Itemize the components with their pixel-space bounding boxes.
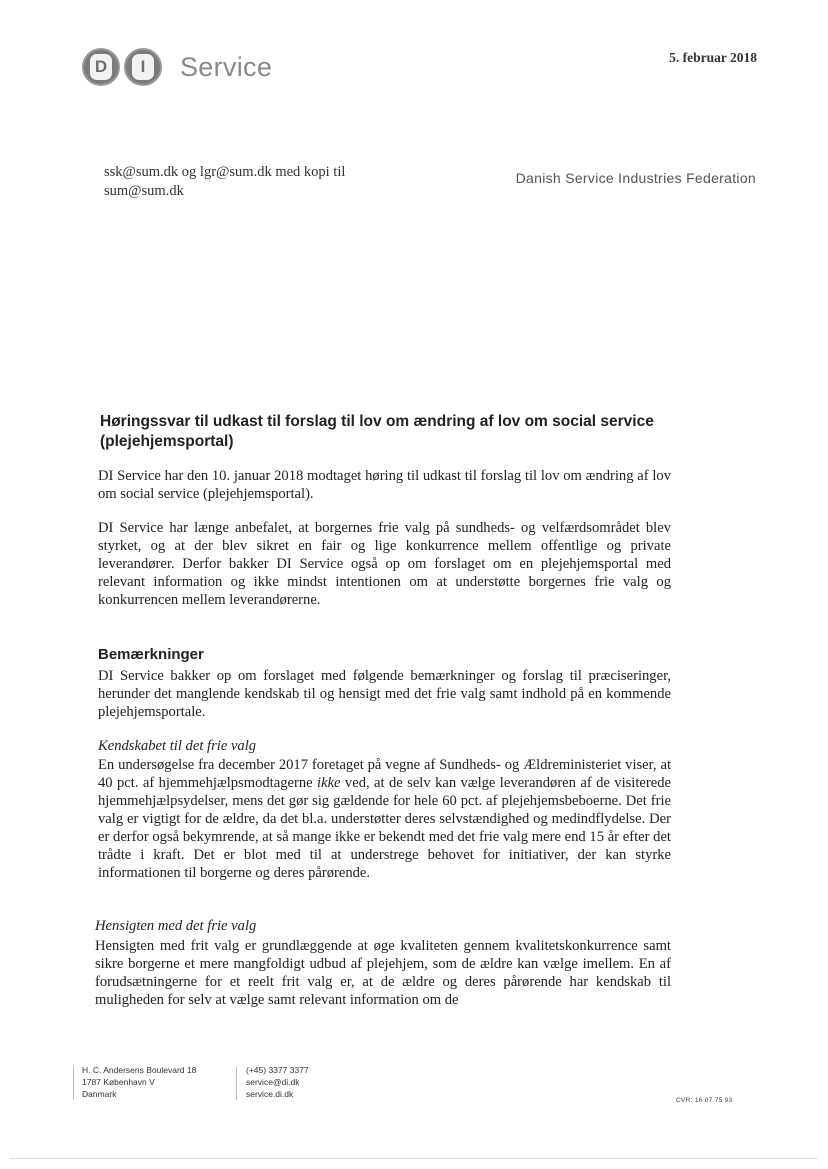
paragraph-kendskab xyxy=(98,756,671,882)
heading-kendskab: Kendskabet til det frie valg xyxy=(98,738,257,754)
footer-cvr: CVR: 16 07 75 93 xyxy=(676,1097,733,1104)
federation-name: Danish Service Industries Federation xyxy=(515,170,756,186)
recipient-line: ssk@sum.dk og lgr@sum.dk med kopi til xyxy=(104,164,346,180)
footer-contact xyxy=(246,1064,309,1100)
di-service-logo xyxy=(82,44,272,90)
footer-phone: (+45) 3377 3377 xyxy=(246,1065,309,1075)
paragraph-hensigt: Hensigten med frit valg er grundlæggende at øge kvaliteten gennem kvalitetskonkurrence samt sikre borgerne et mere mangfoldigt udbud af plejehjem, som de ældre kan vælge imellem. En af forudsætningerne for et reelt frit valg er, at de ældre og deres pårørende har kendskab til muligheden for selv at vælge samt relevant information om de xyxy=(95,938,671,1008)
document-title: Høringssvar til udkast til forslag til lov om ændring af lov om social service (plejehjemsportal) xyxy=(100,413,654,450)
footer-divider xyxy=(236,1066,237,1100)
logo-d-letter: D xyxy=(90,54,112,80)
recipient-block xyxy=(104,163,424,201)
footer-website: service.di.dk xyxy=(246,1089,294,1099)
page-bottom-rule xyxy=(10,1158,818,1159)
logo-d-badge xyxy=(82,48,120,86)
logo-i-letter: I xyxy=(132,54,154,80)
recipient-line: sum@sum.dk xyxy=(104,183,184,199)
paragraph-bemaerkninger: DI Service bakker op om forslaget med følgende bemærkninger og forslag til præciseringer, herunder det manglende kendskab til og hensigt med det frie valg samt indhold på en kommende plejehjemsportale. xyxy=(98,668,671,720)
address-line: Danmark xyxy=(82,1089,117,1099)
footer-email: service@di.dk xyxy=(246,1077,300,1087)
footer-address xyxy=(82,1064,196,1100)
paragraph-support: DI Service har længe anbefalet, at borgernes frie valg på sundheds- og velfærdsområdet blev styrket, og at der blev sikret en fair og lige konkurrence mellem offentlige og private leverandører. Derfor bakker DI Service også op om forslaget om en plejehjemsportal med relevant information og ikke mindst intentionen om at understøtte borgernes frie valg og konkurrencen mellem leverandørerne. xyxy=(98,520,671,608)
logo-i-badge xyxy=(124,48,162,86)
address-line: 1787 København V xyxy=(82,1077,155,1087)
heading-bemaerkninger: Bemærkninger xyxy=(98,646,204,663)
heading-hensigt: Hensigten med det frie valg xyxy=(95,918,257,934)
paragraph-text: En undersøgelse fra december 2017 foretaget på vegne af Sundheds- og Ældreministeriet viser, at 40 pct. af hjemmehjælpsmodtagerne xyxy=(98,757,671,791)
address-line: H. C. Andersens Boulevard 18 xyxy=(82,1065,197,1075)
paragraph-text: ved, at de selv kan vælge leverandøren af de visiterede hjemmehjælpsydelser, mens det gør sig gældende for hele 60 pct. af plejehjemsbeboerne. Det frie valg er vigtigt for de ældre, da det bl.a. understøtter deres selvstændighed og medindflydelse. Der er derfor også bekymrende, at så mange ikke er bekendt med det frie valg mere end 15 år efter det trådte i kraft. Det er blot med til at understrege behovet for initiativer, der kan styrke informationen til borgerne og deres pårørende. xyxy=(98,775,672,881)
letter-date: 5. februar 2018 xyxy=(669,50,757,65)
footer-divider xyxy=(73,1066,74,1100)
paragraph-intro: DI Service har den 10. januar 2018 modtaget høring til udkast til forslag til lov om ændring af lov om social service (plejehjemsportal). xyxy=(98,468,671,502)
emphasis-text: ikke xyxy=(317,775,341,791)
logo-service-word: Service xyxy=(180,51,273,82)
